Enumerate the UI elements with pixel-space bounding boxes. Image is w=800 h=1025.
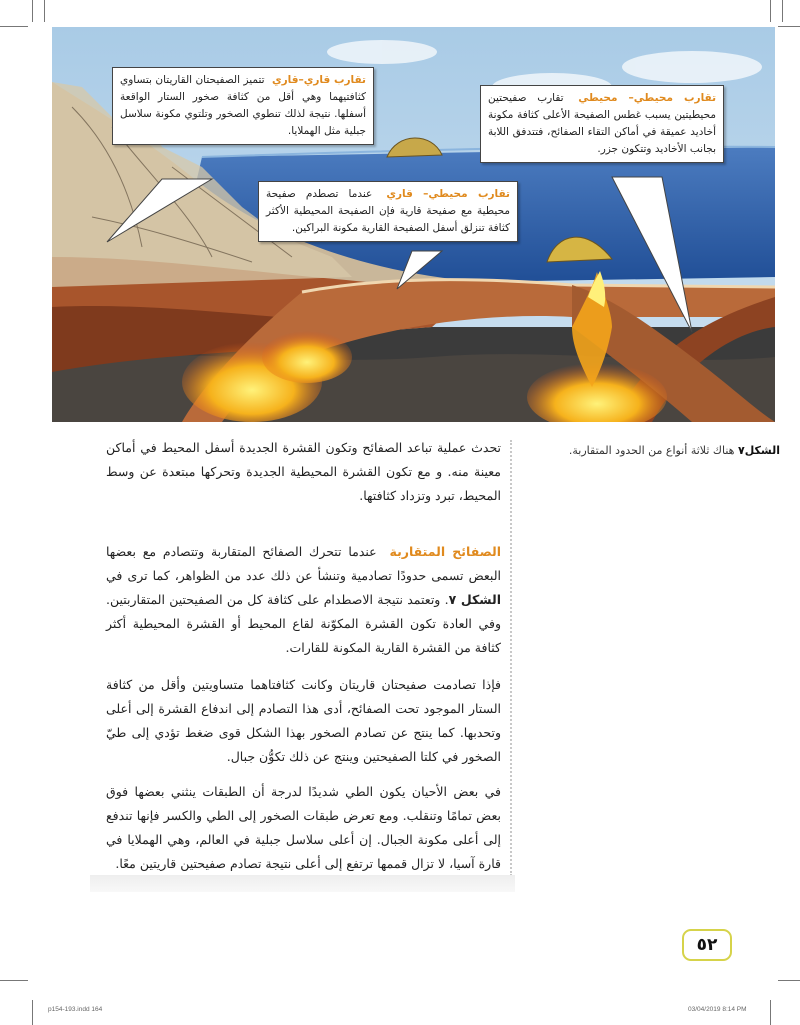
paragraph-2-text-a: عندما تتحرك الصفائح المتقاربة وتتصادم مع بعضها البعض تسمى حدودًا تصادمية وتنشأ عن ذلك عدد من الظواهر، كما ترى في — [106, 544, 501, 583]
page-number: ٥٢ — [682, 929, 732, 961]
callout-text: تتميز الصفيحتان القاريتان بتساوي كثافتيهما وهي أقل من كثافة صخور الستار الواقعة أسفلها. نتيجة لذلك تنطوي الصخور وتلتوي مكونة سلاسل جبلية مثل الهملايا. — [120, 74, 366, 137]
plate-convergence-illustration — [52, 27, 775, 422]
crop-mark — [44, 0, 45, 22]
crop-mark — [770, 1000, 771, 1025]
paragraph-2-text-b: . وتعتمد نتيجة الاصطدام على كثافة كل من الصفيحتين المتقاربتين. وفي العادة تكون القشرة المكوّنة لقاع المحيط أو القشرة المحيطية أكثر كثافة من القشرة القارية المكونة للقارات. — [106, 592, 501, 655]
figure-caption — [518, 440, 780, 461]
footer-date: 03/04/2019 8:14 PM — [688, 1006, 747, 1013]
callout-head: تقارب محيطي– قاري — [386, 188, 511, 200]
column-separator — [510, 440, 512, 876]
callout-head: تقارب قاري–قاري — [272, 74, 366, 86]
crop-mark — [32, 0, 33, 22]
paragraph-2 — [106, 540, 501, 660]
callout-text: تقارب صفيحتين محيطيتين يسبب غطس الصفيحة الأعلى كثافة مكونة أخاديد عميقة في أماكن التقاء الصفائح، فتتدفق اللابة بجانب الأخاديد وتتكون جزر. — [488, 92, 716, 155]
paragraph-1: تحدث عملية تباعد الصفائح وتكون القشرة الجديدة أسفل المحيط في أماكن معينة منه. و مع تكون القشرة المحيطية الجديدة وتحركها مبتعدة عن وسط المحيط، تبرد وتزداد كثافتها. — [106, 440, 501, 503]
callout-text: عندما تصطدم صفيحة محيطية مع صفيحة قارية فإن الصفيحة المحيطية الأكثر كثافة تنزلق أسفل الصفيحة القارية مكونة البراكين. — [266, 188, 510, 234]
footer-filename: p154-193.indd 164 — [48, 1006, 103, 1013]
crop-mark — [0, 26, 28, 27]
crop-mark — [778, 26, 800, 27]
crop-mark — [0, 980, 28, 981]
crop-mark — [778, 980, 800, 981]
figure-reference: الشكل ٧ — [448, 592, 501, 607]
callout-oceanic-oceanic — [480, 85, 724, 163]
caption-label: الشكل٧ — [737, 444, 780, 457]
crop-mark — [32, 1000, 33, 1025]
paragraph-4: في بعض الأحيان يكون الطي شديدًا لدرجة أن الطبقات ينثني بعضها فوق بعض تمامًا وتنقلب. ومع تعرض طبقات الصخور إلى الطي والكسر فإنها تندفع إلى أعلى مكونة الجبال. إن أعلى سلاسل جبلية في العالم، وهي الهملايا في قارة آسيا، لا تزال قممها ترتفع إلى أعلى نتيجة تصادم صفيحتين قاريتين معًا. — [106, 784, 501, 871]
caption-text: هناك ثلاثة أنواع من الحدود المتقاربة. — [568, 444, 735, 457]
callout-oceanic-continental — [258, 181, 518, 242]
callout-continental-continental — [112, 67, 374, 145]
crop-mark — [770, 0, 771, 22]
section-heading: الصفائح المتقاربة — [389, 544, 501, 559]
paragraph-3: فإذا تصادمت صفيحتان قاريتان وكانت كثافتاهما متساويتين وأقل من كثافة الستار الموجود تحت الصفائح، أدى هذا التصادم إلى اندفاع القشرة إلى أعلى وتحدبها. كما ينتج عن تصادم الصخور بهذا الشكل قوى ضغط تؤدي إلى طيّ الصخور في كلتا الصفيحتين وينتج عن ذلك تكوُّن جبال. — [106, 677, 501, 764]
crop-mark — [782, 0, 783, 22]
callout-head: تقارب محيطي– محيطي — [578, 92, 717, 104]
column-shade — [90, 875, 515, 892]
